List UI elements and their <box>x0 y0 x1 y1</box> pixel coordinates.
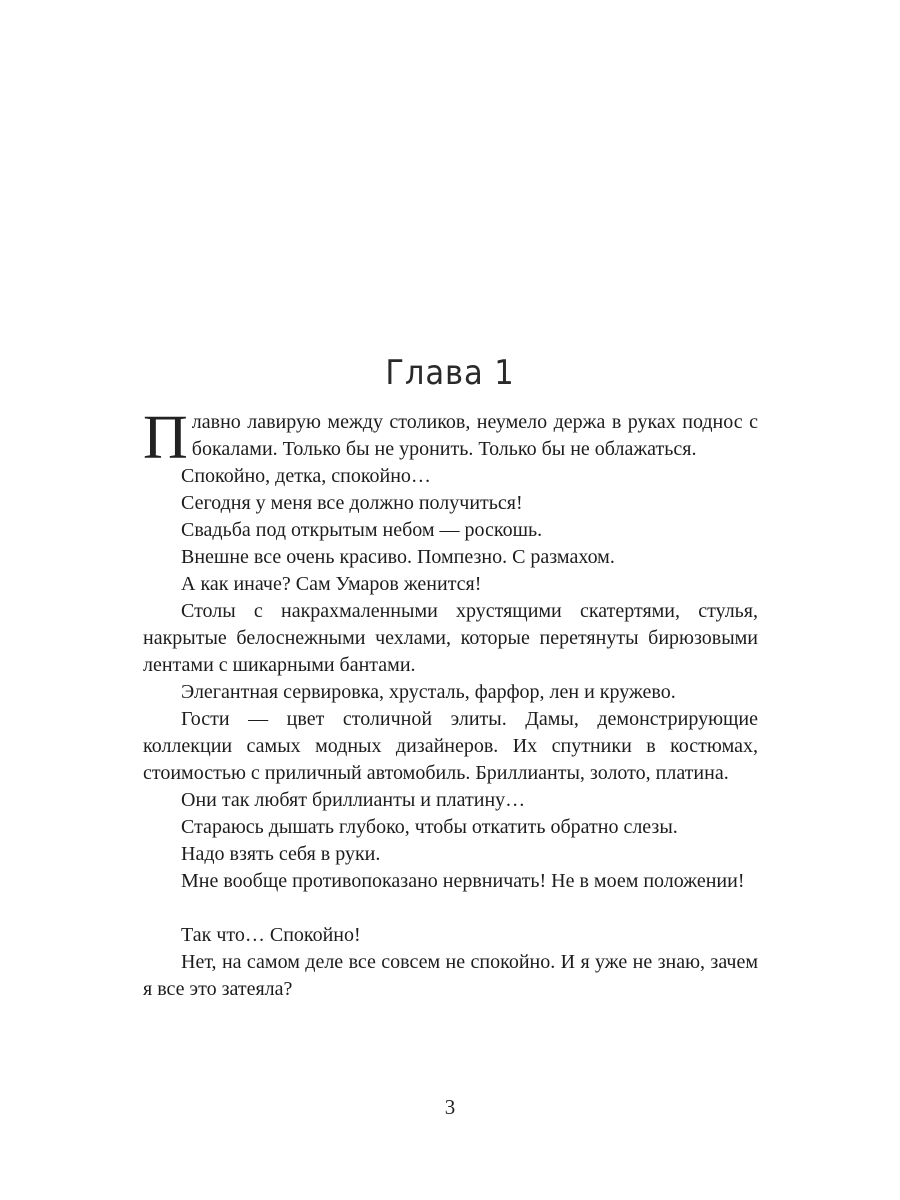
paragraph-10: Они так любят бриллианты и платину… <box>181 789 526 811</box>
paragraph-2: Спокойно, детка, спокойно… <box>181 465 431 487</box>
chapter-title: Глава 1 <box>385 352 515 393</box>
paragraph-1 <box>143 404 758 472</box>
paragraph-5: Внешне все очень красиво. Помпезно. С размахом. <box>181 546 615 568</box>
paragraph-9: Гости — цвет столичной элиты. Дамы, демонстрирующие коллекции самых модных дизайнеров. Их спутники в костюмах, стоимостью с приличный автомобиль. Бриллианты, золото, платина. <box>143 708 758 784</box>
page-number: 3 <box>444 1095 456 1119</box>
paragraph-4: Свадьба под открытым небом — роскошь. <box>181 519 543 541</box>
drop-cap: П <box>143 404 188 472</box>
paragraph-12: Надо взять себя в руки. <box>181 843 381 865</box>
paragraph-6: А как иначе? Сам Умаров женится! <box>181 573 482 595</box>
paragraph-3: Сегодня у меня все должно получиться! <box>181 492 523 514</box>
paragraph-11: Стараюсь дышать глубоко, чтобы откатить обратно слезы. <box>181 816 678 838</box>
paragraph-1-text: лавно лавирую между столиков, неумело держа в руках поднос с бокалами. Только бы не уронить. Только бы не облажаться. <box>191 411 758 460</box>
paragraph-13: Мне вообще противопоказано нервничать! Не в моем положении! <box>181 870 745 892</box>
paragraph-14: Так что… Спокойно! <box>181 924 361 946</box>
paragraph-15: Нет, на самом деле все совсем не спокойно. И я уже не знаю, зачем я все это затеяла? <box>143 951 758 1000</box>
chapter-text <box>143 404 758 1003</box>
paragraph-7: Столы с накрахмаленными хрустящими скатертями, стулья, накрытые белоснежными чехлами, которые перетянуты бирюзовыми лентами с шикарными бантами. <box>143 600 758 676</box>
paragraph-8: Элегантная сервировка, хрусталь, фарфор, лен и кружево. <box>181 681 676 703</box>
